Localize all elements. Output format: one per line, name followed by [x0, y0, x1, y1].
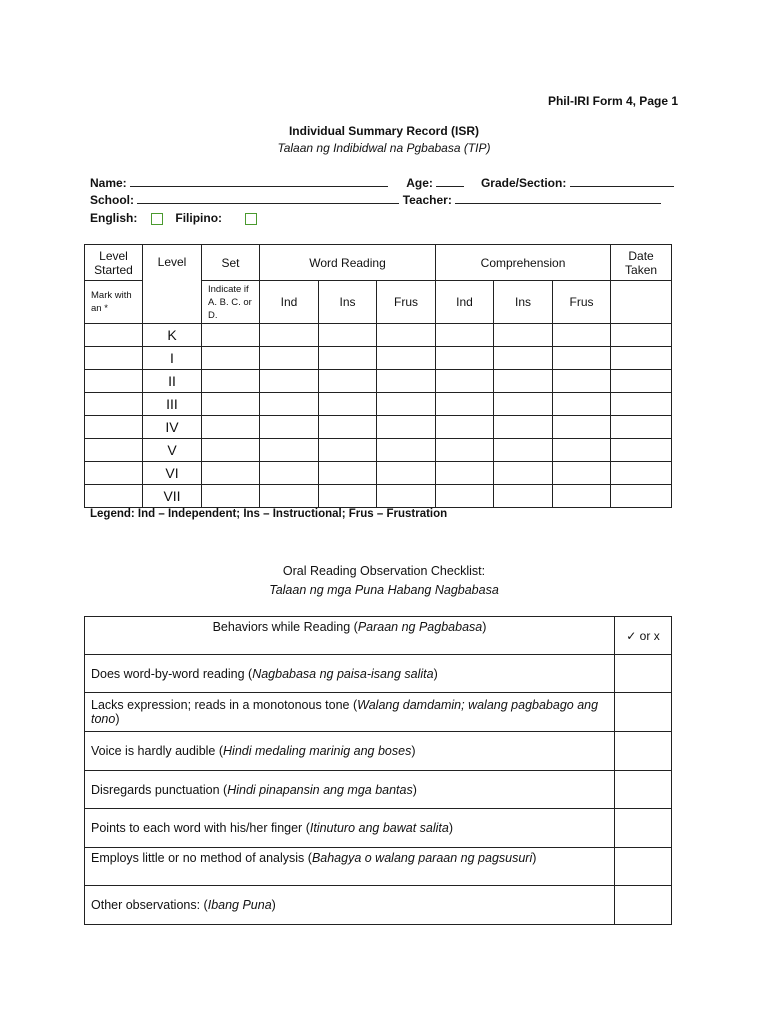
word-ins-header: Ins — [319, 281, 377, 324]
behavior-text: Other observations: (Ibang Puna) — [85, 886, 615, 925]
filipino-label: Filipino: — [175, 211, 223, 225]
check-cell[interactable] — [615, 693, 672, 732]
isr-entry-cell[interactable] — [85, 324, 143, 347]
isr-level-row — [85, 347, 672, 370]
level-label: VI — [143, 462, 202, 485]
behaviors-header: Behaviors while Reading (Paraan ng Pagbabasa) — [85, 617, 615, 655]
isr-entry-cell[interactable] — [377, 324, 436, 347]
observation-row — [85, 655, 672, 693]
grade-section-field[interactable] — [570, 175, 674, 187]
isr-entry-cell[interactable] — [436, 416, 494, 439]
info-row-3 — [90, 210, 257, 227]
isr-entry-cell[interactable] — [553, 416, 611, 439]
observation-row — [85, 848, 672, 886]
info-row-1 — [90, 175, 674, 192]
isr-entry-cell[interactable] — [319, 370, 377, 393]
level-label: IV — [143, 416, 202, 439]
comp-frus-header: Frus — [553, 281, 611, 324]
isr-entry-cell[interactable] — [611, 462, 672, 485]
isr-entry-cell[interactable] — [202, 416, 260, 439]
behavior-text: Voice is hardly audible (Hindi medaling marinig ang boses) — [85, 732, 615, 771]
observation-table — [84, 616, 672, 925]
isr-level-row — [85, 324, 672, 347]
isr-level-row — [85, 393, 672, 416]
isr-entry-cell[interactable] — [85, 439, 143, 462]
isr-entry-cell[interactable] — [494, 462, 553, 485]
check-cell[interactable] — [615, 886, 672, 925]
comp-ins-header: Ins — [494, 281, 553, 324]
isr-entry-cell[interactable] — [202, 393, 260, 416]
isr-entry-cell[interactable] — [494, 485, 553, 508]
check-cell[interactable] — [615, 809, 672, 848]
info-row-2 — [90, 192, 661, 209]
isr-entry-cell[interactable] — [494, 416, 553, 439]
isr-entry-cell[interactable] — [260, 439, 319, 462]
isr-entry-cell[interactable] — [319, 393, 377, 416]
english-checkbox[interactable] — [151, 213, 163, 225]
isr-entry-cell[interactable] — [319, 485, 377, 508]
isr-entry-cell[interactable] — [436, 370, 494, 393]
level-header: Level — [143, 245, 202, 324]
check-or-x-header: ✓ or x — [615, 617, 672, 655]
isr-level-row — [85, 439, 672, 462]
check-cell[interactable] — [615, 771, 672, 809]
isr-entry-cell[interactable] — [611, 347, 672, 370]
isr-entry-cell[interactable] — [611, 370, 672, 393]
isr-entry-cell[interactable] — [553, 324, 611, 347]
set-header: Set — [202, 245, 260, 281]
behavior-text: Lacks expression; reads in a monotonous tone (Walang damdamin; walang pagbabago ang tono) — [85, 693, 615, 732]
isr-entry-cell[interactable] — [611, 416, 672, 439]
observation-row — [85, 693, 672, 732]
date-taken-blank — [611, 281, 672, 324]
level-started-header: Level Started — [85, 245, 143, 281]
isr-entry-cell[interactable] — [553, 485, 611, 508]
isr-entry-cell[interactable] — [202, 370, 260, 393]
isr-entry-cell[interactable] — [319, 416, 377, 439]
isr-entry-cell[interactable] — [202, 485, 260, 508]
observation-title: Oral Reading Observation Checklist: — [282, 564, 486, 578]
isr-entry-cell[interactable] — [85, 370, 143, 393]
name-field[interactable] — [130, 175, 388, 187]
comprehension-header: Comprehension — [436, 245, 611, 281]
isr-level-row — [85, 462, 672, 485]
isr-entry-cell[interactable] — [377, 462, 436, 485]
isr-entry-cell[interactable] — [377, 393, 436, 416]
isr-entry-cell[interactable] — [436, 324, 494, 347]
isr-entry-cell[interactable] — [494, 370, 553, 393]
isr-level-row — [85, 416, 672, 439]
isr-entry-cell[interactable] — [436, 485, 494, 508]
level-label: I — [143, 347, 202, 370]
word-frus-header: Frus — [377, 281, 436, 324]
isr-entry-cell[interactable] — [494, 347, 553, 370]
isr-entry-cell[interactable] — [436, 462, 494, 485]
isr-entry-cell[interactable] — [611, 393, 672, 416]
isr-entry-cell[interactable] — [553, 462, 611, 485]
behavior-text: Employs little or no method of analysis (Bahagya o walang paraan ng pagsusuri) — [85, 848, 615, 886]
isr-entry-cell[interactable] — [260, 393, 319, 416]
isr-entry-cell[interactable] — [436, 393, 494, 416]
set-note: Indicate if A. B. C. or D. — [202, 281, 260, 324]
isr-entry-cell[interactable] — [436, 439, 494, 462]
isr-entry-cell[interactable] — [85, 462, 143, 485]
isr-entry-cell[interactable] — [494, 393, 553, 416]
isr-table — [84, 244, 672, 508]
observation-header-row — [85, 617, 672, 655]
isr-entry-cell[interactable] — [494, 324, 553, 347]
school-field[interactable] — [137, 192, 399, 204]
isr-entry-cell[interactable] — [260, 324, 319, 347]
observation-row — [85, 886, 672, 925]
grade-section-label: Grade/Section: — [480, 176, 567, 190]
isr-entry-cell[interactable] — [319, 462, 377, 485]
isr-entry-cell[interactable] — [260, 485, 319, 508]
isr-entry-cell[interactable] — [85, 485, 143, 508]
isr-entry-cell[interactable] — [202, 462, 260, 485]
isr-entry-cell[interactable] — [377, 347, 436, 370]
isr-entry-cell[interactable] — [319, 324, 377, 347]
level-label: II — [143, 370, 202, 393]
name-label: Name: — [90, 176, 127, 190]
age-label: Age: — [406, 176, 433, 190]
isr-entry-cell[interactable] — [202, 439, 260, 462]
isr-entry-cell[interactable] — [436, 347, 494, 370]
english-label: English: — [90, 211, 138, 225]
isr-entry-cell[interactable] — [85, 393, 143, 416]
isr-entry-cell[interactable] — [85, 347, 143, 370]
isr-entry-cell[interactable] — [319, 347, 377, 370]
isr-entry-cell[interactable] — [611, 324, 672, 347]
isr-header-row — [85, 245, 672, 281]
level-label: K — [143, 324, 202, 347]
isr-entry-cell[interactable] — [377, 370, 436, 393]
level-label: III — [143, 393, 202, 416]
title-block — [0, 122, 768, 156]
behavior-text: Disregards punctuation (Hindi pinapansin ang mga bantas) — [85, 771, 615, 809]
check-cell[interactable] — [615, 848, 672, 886]
level-label: V — [143, 439, 202, 462]
teacher-label: Teacher: — [402, 193, 452, 207]
isr-entry-cell[interactable] — [553, 439, 611, 462]
level-started-note: Mark with an * — [85, 281, 143, 324]
word-reading-header: Word Reading — [260, 245, 436, 281]
check-cell[interactable] — [615, 655, 672, 693]
isr-entry-cell[interactable] — [611, 439, 672, 462]
form-code: Phil-IRI Form 4, Page 1 — [547, 94, 678, 108]
check-cell[interactable] — [615, 732, 672, 771]
isr-entry-cell[interactable] — [377, 416, 436, 439]
isr-entry-cell[interactable] — [260, 347, 319, 370]
isr-entry-cell[interactable] — [260, 462, 319, 485]
isr-entry-cell[interactable] — [85, 416, 143, 439]
isr-entry-cell[interactable] — [377, 439, 436, 462]
isr-entry-cell[interactable] — [494, 439, 553, 462]
isr-level-row — [85, 485, 672, 508]
isr-entry-cell[interactable] — [377, 485, 436, 508]
isr-entry-cell[interactable] — [319, 439, 377, 462]
observation-row — [85, 732, 672, 771]
date-taken-header: Date Taken — [611, 245, 672, 281]
comp-ind-header: Ind — [436, 281, 494, 324]
isr-entry-cell[interactable] — [260, 370, 319, 393]
observation-subtitle: Talaan ng mga Puna Habang Nagbabasa — [269, 583, 499, 597]
isr-entry-cell[interactable] — [553, 347, 611, 370]
word-ind-header: Ind — [260, 281, 319, 324]
isr-entry-cell[interactable] — [202, 324, 260, 347]
observation-row — [85, 809, 672, 848]
isr-entry-cell[interactable] — [611, 485, 672, 508]
filipino-checkbox[interactable] — [245, 213, 257, 225]
school-label: School: — [90, 193, 134, 207]
observation-title-block — [0, 562, 768, 600]
isr-entry-cell[interactable] — [202, 347, 260, 370]
behavior-text: Points to each word with his/her finger (Itinuturo ang bawat salita) — [85, 809, 615, 848]
teacher-field[interactable] — [455, 192, 661, 204]
isr-level-row — [85, 370, 672, 393]
observation-row — [85, 771, 672, 809]
isr-entry-cell[interactable] — [553, 393, 611, 416]
form-title: Individual Summary Record (ISR) — [288, 124, 480, 138]
age-field[interactable] — [436, 175, 464, 187]
behavior-text: Does word-by-word reading (Nagbabasa ng paisa-isang salita) — [85, 655, 615, 693]
isr-entry-cell[interactable] — [553, 370, 611, 393]
level-label: VII — [143, 485, 202, 508]
isr-entry-cell[interactable] — [260, 416, 319, 439]
form-subtitle: Talaan ng Indibidwal na Pgbabasa (TIP) — [277, 141, 491, 155]
legend: Legend: Ind – Independent; Ins – Instructional; Frus – Frustration — [90, 508, 448, 520]
